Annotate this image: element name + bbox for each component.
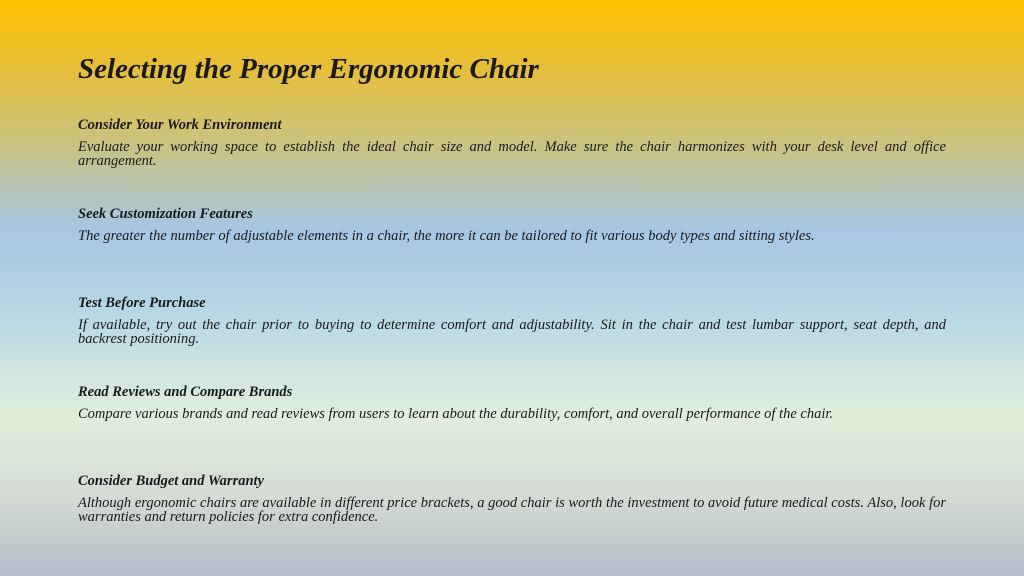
section-heading: Test Before Purchase — [78, 295, 206, 311]
section-heading: Read Reviews and Compare Brands — [78, 384, 293, 400]
section-body: Compare various brands and read reviews from users to learn about the durability, comfort, and overall performance of the chair. — [78, 406, 834, 422]
section-body: The greater the number of adjustable elements in a chair, the more it can be tailored to fit various body types and sitting styles. — [78, 228, 815, 244]
section-test-before-purchase — [78, 294, 946, 346]
section-work-environment — [78, 116, 946, 168]
section-customization — [78, 205, 946, 243]
section-heading: Consider Your Work Environment — [78, 117, 282, 133]
section-budget-warranty — [78, 472, 946, 524]
section-heading: Consider Budget and Warranty — [78, 473, 264, 489]
section-body: Evaluate your working space to establish the ideal chair size and model. Make sure the chair harmonizes with your desk level and office arrangement. — [78, 139, 946, 169]
section-body: Although ergonomic chairs are available in different price brackets, a good chair is worth the investment to avoid future medical costs. Also, look for warranties and return policies for extra confidence. — [78, 495, 946, 525]
section-heading: Seek Customization Features — [78, 206, 253, 222]
section-body: If available, try out the chair prior to buying to determine comfort and adjustability. Sit in the chair and test lumbar support, seat depth, and backrest positioning. — [78, 317, 946, 347]
slide — [78, 0, 946, 576]
slide-title: Selecting the Proper Ergonomic Chair — [78, 53, 539, 85]
section-reviews-brands — [78, 383, 946, 421]
